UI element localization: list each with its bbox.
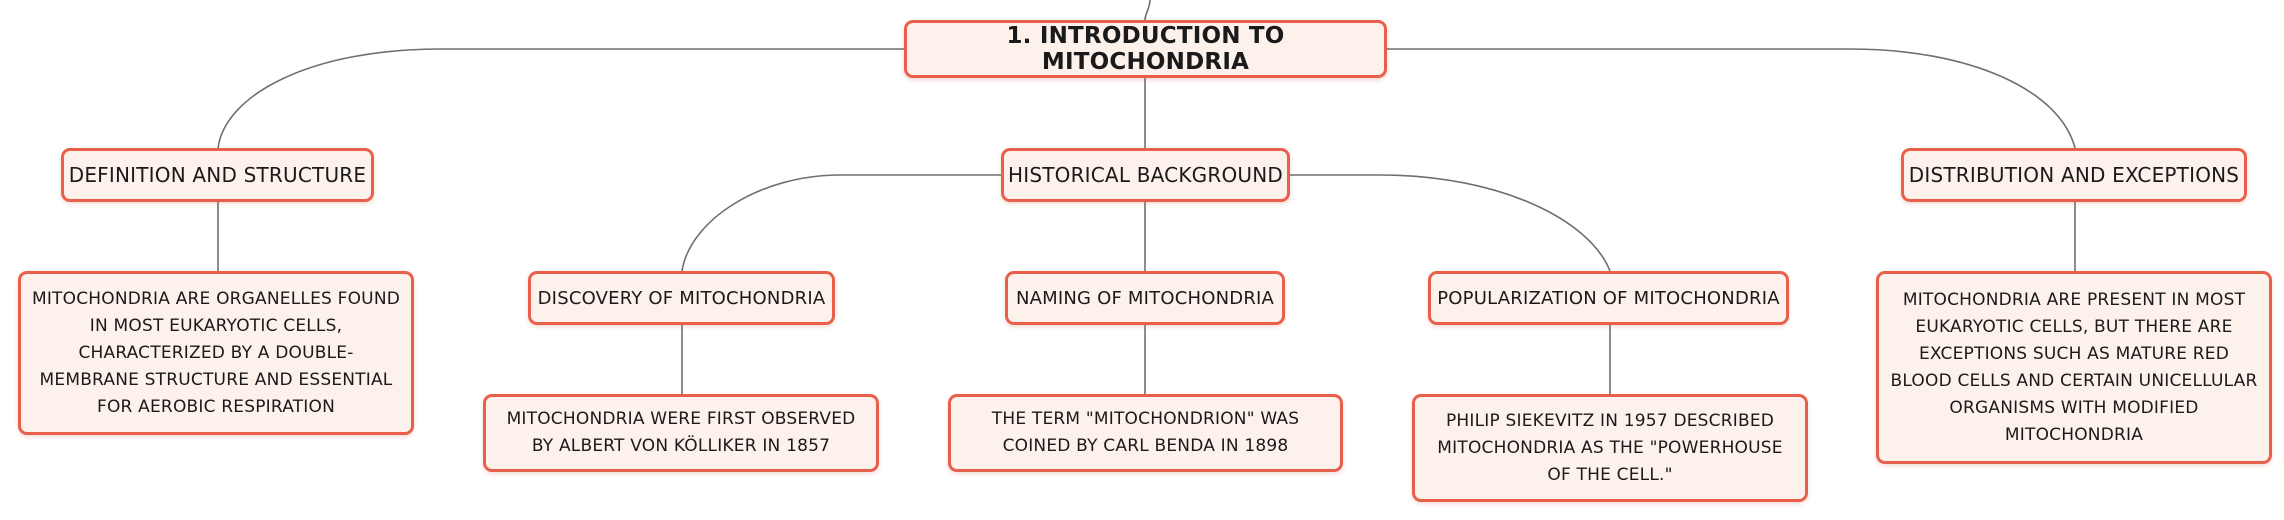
subtopic-naming-of-mitochondria[interactable]: NAMING OF MITOCHONDRIA: [1005, 271, 1285, 325]
root-node-title[interactable]: 1. INTRODUCTION TO MITOCHONDRIA: [904, 20, 1387, 78]
subtopic-discovery-of-mitochondria[interactable]: DISCOVERY OF MITOCHONDRIA: [528, 271, 835, 325]
connector-parent-to-root: [1145, 0, 1150, 20]
detail-naming-of-mitochondria[interactable]: THE TERM "MITOCHONDRION" WAS COINED BY CARL BENDA IN 1898: [948, 394, 1343, 472]
detail-discovery-of-mitochondria[interactable]: MITOCHONDRIA WERE FIRST OBSERVED BY ALBERT VON KÖLLIKER IN 1857: [483, 394, 879, 472]
topic-historical-background[interactable]: HISTORICAL BACKGROUND: [1001, 148, 1290, 202]
detail-popularization-of-mitochondria[interactable]: PHILIP SIEKEVITZ IN 1957 DESCRIBED MITOCHONDRIA AS THE "POWERHOUSE OF THE CELL.": [1412, 394, 1808, 502]
detail-distribution-and-exceptions[interactable]: MITOCHONDRIA ARE PRESENT IN MOST EUKARYOTIC CELLS, BUT THERE ARE EXCEPTIONS SUCH AS MATURE RED BLOOD CELLS AND CERTAIN UNICELLULAR ORGANISMS WITH MODIFIED MITOCHONDRIA: [1876, 271, 2272, 464]
connector-root-to-definition: [218, 49, 904, 148]
topic-definition-and-structure[interactable]: DEFINITION AND STRUCTURE: [61, 148, 374, 202]
subtopic-popularization-of-mitochondria[interactable]: POPULARIZATION OF MITOCHONDRIA: [1428, 271, 1789, 325]
topic-distribution-and-exceptions[interactable]: DISTRIBUTION AND EXCEPTIONS: [1901, 148, 2247, 202]
detail-definition-and-structure[interactable]: MITOCHONDRIA ARE ORGANELLES FOUND IN MOST EUKARYOTIC CELLS, CHARACTERIZED BY A DOUBLE-MEMBRANE STRUCTURE AND ESSENTIAL FOR AEROBIC RESPIRATION: [18, 271, 414, 435]
connector-history-to-popularization: [1290, 175, 1610, 271]
connector-root-to-distribution: [1387, 49, 2075, 148]
connector-history-to-discovery: [682, 175, 1001, 271]
